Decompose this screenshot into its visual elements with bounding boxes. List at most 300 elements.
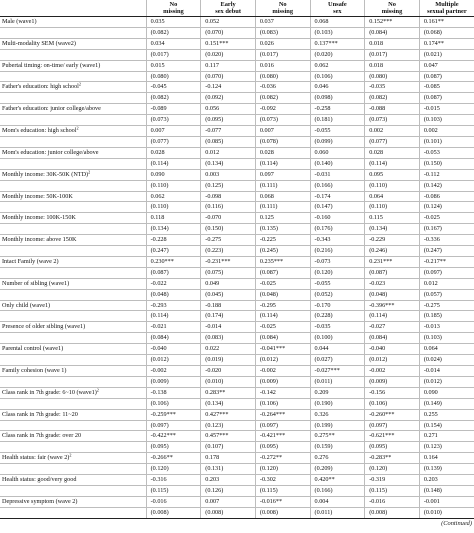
value-cell: -0.188 (201, 300, 256, 311)
value-cell: (0.150) (201, 224, 256, 235)
value-cell: 0.174** (419, 38, 474, 49)
value-cell: (0.106) (146, 398, 201, 409)
value-cell: (0.114) (255, 311, 310, 322)
table-row-estimate (0, 38, 474, 49)
value-cell: -0.089 (146, 104, 201, 115)
value-cell: (0.111) (255, 180, 310, 191)
value-cell: 0.049 (201, 278, 256, 289)
row-label (0, 278, 146, 289)
value-cell: (0.092) (201, 93, 256, 104)
value-cell: -0.002 (255, 366, 310, 377)
value-cell: (0.120) (146, 464, 201, 475)
row-label (0, 300, 146, 311)
row-label-text: Pubertal timing: on-time/ early (wave1) (2, 61, 101, 69)
row-label (0, 267, 146, 278)
row-label-text: Monthly income: 30K-50K (NTD) (2, 170, 89, 178)
value-cell: -0.319 (365, 475, 420, 486)
table-row-estimate (0, 366, 474, 377)
value-cell: -0.396*** (365, 300, 420, 311)
value-cell: -0.023 (365, 278, 420, 289)
value-cell: (0.120) (365, 464, 420, 475)
row-label (0, 409, 146, 420)
table-row-std-error (0, 420, 474, 431)
value-cell: 0.028 (146, 147, 201, 158)
row-label (0, 496, 146, 507)
value-cell: (0.135) (255, 224, 310, 235)
value-cell: (0.246) (365, 246, 420, 257)
value-cell: -0.098 (201, 191, 256, 202)
row-label (0, 82, 146, 93)
footnote-marker: 2 (78, 81, 81, 87)
value-cell: (0.052) (310, 289, 365, 300)
table-row-std-error (0, 507, 474, 518)
value-cell: (0.107) (201, 442, 256, 453)
table-row-estimate (0, 82, 474, 93)
row-label (0, 398, 146, 409)
value-cell: -0.055 (310, 126, 365, 137)
value-cell: -0.156 (365, 387, 420, 398)
row-label-text: Mom's education: high school (2, 127, 77, 135)
value-cell: (0.017) (255, 49, 310, 60)
value-cell: (0.123) (201, 420, 256, 431)
column-header-line2: missing (163, 7, 184, 15)
row-label (0, 322, 146, 333)
value-cell: 0.117 (201, 60, 256, 71)
row-label (0, 104, 146, 115)
table-row-std-error (0, 485, 474, 496)
value-cell: (0.084) (255, 333, 310, 344)
column-header (365, 0, 420, 17)
value-cell: (0.216) (310, 246, 365, 257)
value-cell: 0.037 (255, 17, 310, 28)
value-cell: (0.190) (310, 398, 365, 409)
value-cell: -0.027*** (310, 366, 365, 377)
row-label (0, 180, 146, 191)
value-cell: 0.062 (310, 60, 365, 71)
value-cell: (0.017) (146, 49, 201, 60)
value-cell: (0.008) (201, 507, 256, 518)
value-cell: -0.260*** (365, 409, 420, 420)
value-cell: (0.114) (146, 158, 201, 169)
table-row-std-error (0, 464, 474, 475)
value-cell: (0.012) (419, 376, 474, 387)
value-cell: 0.012 (201, 147, 256, 158)
value-cell: (0.134) (201, 398, 256, 409)
value-cell: (0.095) (255, 442, 310, 453)
value-cell: 0.028 (255, 147, 310, 158)
value-cell: (0.199) (310, 420, 365, 431)
column-header-line1: Multiple (435, 0, 459, 8)
value-cell: (0.097) (419, 267, 474, 278)
value-cell: (0.110) (365, 202, 420, 213)
value-cell: 0.427*** (201, 409, 256, 420)
value-cell: -0.302 (255, 475, 310, 486)
value-cell: (0.087) (419, 71, 474, 82)
table-row-std-error (0, 136, 474, 147)
value-cell: (0.100) (310, 333, 365, 344)
value-cell: -0.031 (310, 169, 365, 180)
value-cell: (0.082) (365, 93, 420, 104)
value-cell: (0.247) (419, 246, 474, 257)
value-cell: -0.085 (419, 82, 474, 93)
row-label-text: Father's education: high school (2, 83, 79, 91)
value-cell: -0.053 (419, 147, 474, 158)
value-cell: (0.147) (310, 202, 365, 213)
value-cell: 0.164 (419, 453, 474, 464)
footnote-marker: 2 (76, 125, 79, 131)
column-header (255, 0, 310, 17)
value-cell: -0.231*** (201, 256, 256, 267)
value-cell: -0.055 (310, 278, 365, 289)
value-cell: (0.247) (146, 246, 201, 257)
value-cell: (0.115) (255, 485, 310, 496)
value-cell: (0.021) (419, 49, 474, 60)
row-label (0, 366, 146, 377)
value-cell: (0.009) (365, 376, 420, 387)
row-label (0, 289, 146, 300)
row-label (0, 202, 146, 213)
table-row-estimate (0, 235, 474, 246)
row-label (0, 453, 146, 464)
value-cell: -0.016 (146, 496, 201, 507)
value-cell: (0.087) (255, 267, 310, 278)
value-cell: -0.316 (146, 475, 201, 486)
value-cell: 0.034 (146, 38, 201, 49)
value-cell: (0.131) (201, 464, 256, 475)
row-label-text: Number of sibling (wave1) (2, 279, 70, 287)
value-cell: (0.181) (310, 115, 365, 126)
table-row-std-error (0, 27, 474, 38)
value-cell: -0.142 (255, 387, 310, 398)
value-cell: 0.064 (419, 344, 474, 355)
value-cell: 0.275** (310, 431, 365, 442)
value-cell: -0.092 (255, 104, 310, 115)
row-label-text: Only child (wave1) (2, 301, 51, 309)
value-cell: (0.045) (201, 289, 256, 300)
footnote-marker: 2 (96, 387, 99, 393)
value-cell: (0.142) (419, 180, 474, 191)
value-cell: (0.008) (146, 507, 201, 518)
value-cell: 0.118 (146, 213, 201, 224)
table-row-estimate (0, 300, 474, 311)
value-cell: 0.035 (146, 17, 201, 28)
table-row-std-error (0, 398, 474, 409)
value-cell: -0.002 (146, 366, 201, 377)
value-cell: -0.264*** (255, 409, 310, 420)
value-cell: -0.035 (310, 322, 365, 333)
value-cell: (0.084) (365, 27, 420, 38)
value-cell: 0.004 (310, 496, 365, 507)
value-cell: -0.045 (146, 82, 201, 93)
value-cell: (0.159) (310, 442, 365, 453)
value-cell: 0.026 (255, 38, 310, 49)
value-cell: (0.114) (365, 311, 420, 322)
value-cell: -0.160 (310, 213, 365, 224)
row-label (0, 115, 146, 126)
value-cell: -0.336 (419, 235, 474, 246)
value-cell: (0.185) (419, 311, 474, 322)
row-label-text: Monthly income: above 150K (2, 236, 77, 244)
column-header-line2: sexual partner (427, 7, 467, 15)
row-label (0, 27, 146, 38)
row-label (0, 235, 146, 246)
row-label-text: Parental control (wave1) (2, 345, 64, 353)
table-row-std-error (0, 158, 474, 169)
column-header (310, 0, 365, 17)
row-label (0, 507, 146, 518)
value-cell: (0.101) (419, 136, 474, 147)
value-cell: (0.167) (419, 224, 474, 235)
value-cell: -0.124 (201, 82, 256, 93)
value-cell: (0.097) (146, 420, 201, 431)
value-cell: -0.138 (146, 387, 201, 398)
value-cell: (0.012) (365, 355, 420, 366)
value-cell: 0.007 (255, 126, 310, 137)
value-cell: (0.008) (255, 507, 310, 518)
table-row-estimate (0, 387, 474, 398)
value-cell: -0.036 (255, 82, 310, 93)
value-cell: -0.275 (201, 235, 256, 246)
value-cell: 0.028 (365, 147, 420, 158)
header-row (0, 0, 474, 17)
row-label-text: Father's education: junior college/above (2, 105, 101, 113)
value-cell: (0.082) (255, 93, 310, 104)
table-row-std-error (0, 49, 474, 60)
row-label (0, 49, 146, 60)
row-label (0, 420, 146, 431)
column-header-line2: missing (381, 7, 403, 15)
value-cell: (0.115) (365, 485, 420, 496)
value-cell: (0.073) (146, 115, 201, 126)
value-cell: 0.044 (310, 344, 365, 355)
value-cell: (0.087) (419, 93, 474, 104)
value-cell: (0.011) (310, 376, 365, 387)
value-cell: 0.097 (255, 169, 310, 180)
value-cell: 0.137*** (310, 38, 365, 49)
value-cell: -0.275 (419, 300, 474, 311)
value-cell: (0.087) (365, 267, 420, 278)
value-cell: -0.228 (146, 235, 201, 246)
table-header (0, 0, 474, 17)
row-label (0, 71, 146, 82)
table-row-estimate (0, 322, 474, 333)
value-cell: -0.025 (419, 213, 474, 224)
value-cell: 0.095 (365, 169, 420, 180)
value-cell: -0.295 (255, 300, 310, 311)
value-cell: -0.027 (365, 322, 420, 333)
table-row-estimate (0, 475, 474, 486)
table-row-estimate (0, 126, 474, 137)
value-cell: 0.060 (310, 147, 365, 158)
value-cell: 0.007 (201, 496, 256, 507)
row-label-text: Monthly income: 50K-100K (2, 192, 73, 200)
value-cell: 0.255 (419, 409, 474, 420)
row-label (0, 38, 146, 49)
value-cell: (0.123) (419, 442, 474, 453)
value-cell: (0.073) (255, 115, 310, 126)
value-cell: (0.068) (419, 27, 474, 38)
column-header (419, 0, 474, 17)
table-row-std-error (0, 376, 474, 387)
table-row-estimate (0, 191, 474, 202)
value-cell: (0.073) (365, 115, 420, 126)
value-cell: -0.170 (310, 300, 365, 311)
value-cell: (0.082) (146, 93, 201, 104)
value-cell: (0.085) (201, 136, 256, 147)
value-cell: 0.015 (146, 60, 201, 71)
row-label (0, 442, 146, 453)
table-row-std-error (0, 224, 474, 235)
row-label (0, 376, 146, 387)
row-label-text: Health status: good/very good (2, 476, 77, 484)
table-row-std-error (0, 355, 474, 366)
value-cell: -0.021 (146, 322, 201, 333)
value-cell: (0.095) (201, 115, 256, 126)
row-label (0, 464, 146, 475)
value-cell: 0.152*** (365, 17, 420, 28)
row-label (0, 60, 146, 71)
value-cell: 0.326 (310, 409, 365, 420)
value-cell: -0.025 (255, 278, 310, 289)
column-header-line2: sex debut (215, 7, 241, 15)
table-body (0, 17, 474, 519)
value-cell: (0.114) (146, 311, 201, 322)
value-cell: 0.230*** (146, 256, 201, 267)
table-row-std-error (0, 246, 474, 257)
value-cell: 0.235*** (255, 256, 310, 267)
value-cell: (0.087) (146, 267, 201, 278)
value-cell: (0.114) (365, 158, 420, 169)
value-cell: (0.110) (365, 180, 420, 191)
value-cell: (0.106) (365, 398, 420, 409)
value-cell: -0.016** (255, 496, 310, 507)
value-cell: 0.007 (146, 126, 201, 137)
value-cell: (0.110) (146, 202, 201, 213)
value-cell: -0.016 (365, 496, 420, 507)
row-label (0, 333, 146, 344)
value-cell: -0.112 (419, 169, 474, 180)
value-cell: -0.025 (255, 322, 310, 333)
value-cell: (0.084) (365, 333, 420, 344)
value-cell: (0.083) (201, 333, 256, 344)
value-cell: -0.217** (419, 256, 474, 267)
row-label (0, 147, 146, 158)
table-row-estimate (0, 17, 474, 28)
value-cell: -0.022 (146, 278, 201, 289)
value-cell: (0.082) (146, 27, 201, 38)
value-cell: (0.027) (310, 355, 365, 366)
value-cell: 0.022 (201, 344, 256, 355)
value-cell: (0.010) (419, 507, 474, 518)
value-cell: 0.068 (310, 17, 365, 28)
value-cell: (0.115) (146, 485, 201, 496)
value-cell: 0.271 (419, 431, 474, 442)
value-cell: -0.293 (146, 300, 201, 311)
value-cell: 0.151*** (201, 38, 256, 49)
value-cell: 0.003 (201, 169, 256, 180)
row-label (0, 93, 146, 104)
value-cell: (0.020) (310, 49, 365, 60)
table-row-std-error (0, 333, 474, 344)
value-cell: (0.116) (201, 202, 256, 213)
value-cell: (0.139) (419, 464, 474, 475)
value-cell: -0.621*** (365, 431, 420, 442)
value-cell: (0.099) (310, 136, 365, 147)
table-row-estimate (0, 278, 474, 289)
table-row-estimate (0, 256, 474, 267)
row-label-text: Multi-modality SEM (wave2) (2, 39, 76, 47)
value-cell: (0.098) (310, 93, 365, 104)
row-label-text: Mom's education: junior college/above (2, 148, 99, 156)
value-cell: (0.080) (255, 71, 310, 82)
value-cell: 0.064 (365, 191, 420, 202)
value-cell: (0.103) (419, 333, 474, 344)
table-row-std-error (0, 267, 474, 278)
column-header-line1: No (278, 0, 287, 8)
table-row-estimate (0, 60, 474, 71)
row-label (0, 311, 146, 322)
value-cell: 0.276 (310, 453, 365, 464)
value-cell: -0.073 (310, 256, 365, 267)
value-cell: (0.084) (146, 333, 201, 344)
value-cell: (0.009) (255, 376, 310, 387)
value-cell: -0.040 (365, 344, 420, 355)
value-cell: (0.083) (255, 27, 310, 38)
row-label-text: Depressive symptom (wave 2) (2, 497, 78, 505)
table-row-std-error (0, 442, 474, 453)
value-cell: 0.016 (255, 60, 310, 71)
value-cell: -0.229 (365, 235, 420, 246)
value-cell: 0.002 (365, 126, 420, 137)
value-cell: 0.062 (146, 191, 201, 202)
table-row-estimate (0, 213, 474, 224)
row-label (0, 158, 146, 169)
table-row-std-error (0, 311, 474, 322)
table-row-std-error (0, 289, 474, 300)
value-cell: (0.019) (201, 355, 256, 366)
column-header (201, 0, 256, 17)
value-cell: -0.035 (365, 82, 420, 93)
value-cell: (0.148) (419, 485, 474, 496)
value-cell: (0.097) (365, 420, 420, 431)
value-cell: -0.040 (146, 344, 201, 355)
value-cell: (0.174) (201, 311, 256, 322)
column-header-line1: Early (220, 0, 236, 8)
value-cell: (0.024) (419, 355, 474, 366)
value-cell: -0.041*** (255, 344, 310, 355)
value-cell: -0.225 (255, 235, 310, 246)
value-cell: -0.272** (255, 453, 310, 464)
value-cell: -0.266** (146, 453, 201, 464)
value-cell: (0.245) (255, 246, 310, 257)
value-cell: -0.014 (419, 366, 474, 377)
value-cell: 0.420** (310, 475, 365, 486)
row-label (0, 246, 146, 257)
row-label-text: Presence of older sibling (wave1) (2, 323, 86, 331)
value-cell: (0.140) (310, 158, 365, 169)
table-row-estimate (0, 431, 474, 442)
value-cell: 0.047 (419, 60, 474, 71)
row-label (0, 17, 146, 28)
row-label (0, 191, 146, 202)
table-row-estimate (0, 344, 474, 355)
value-cell: 0.203 (201, 475, 256, 486)
table-row-estimate (0, 409, 474, 420)
table-row-std-error (0, 180, 474, 191)
value-cell: (0.125) (201, 180, 256, 191)
row-label (0, 126, 146, 137)
value-cell: 0.056 (201, 104, 256, 115)
